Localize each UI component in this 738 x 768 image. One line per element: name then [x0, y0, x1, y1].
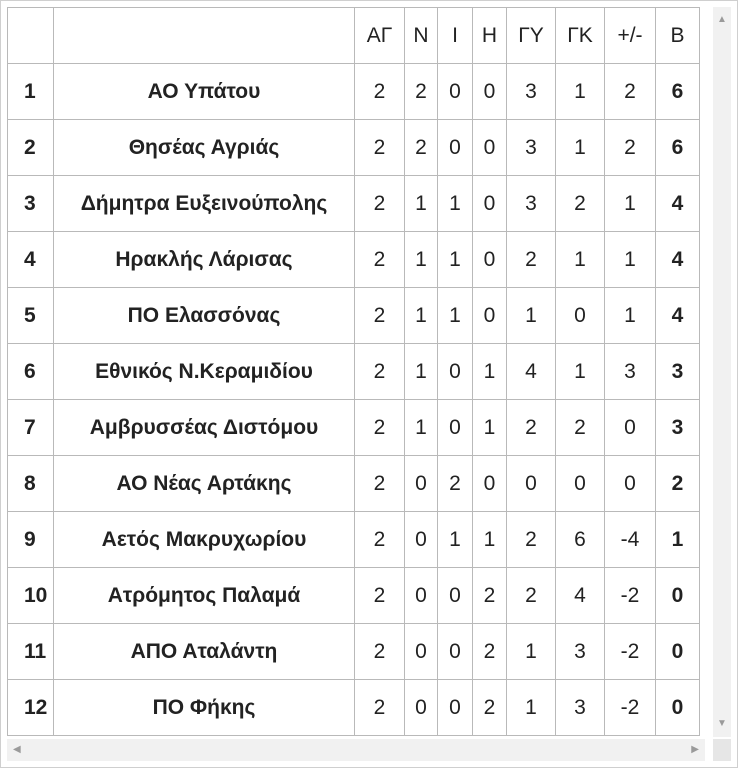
position-cell: 8	[8, 456, 54, 512]
losses-cell: 0	[473, 176, 507, 232]
goals-against-cell: 0	[556, 288, 605, 344]
position-cell: 12	[8, 680, 54, 736]
table-row	[8, 624, 700, 680]
table-row	[8, 344, 700, 400]
standings-table	[7, 7, 700, 736]
draws-cell: 1	[438, 512, 473, 568]
scroll-right-icon[interactable]: ▶	[691, 744, 699, 755]
losses-cell: 2	[473, 624, 507, 680]
table-row	[8, 232, 700, 288]
points-cell: 3	[656, 400, 700, 456]
games-cell: 2	[355, 344, 405, 400]
goals-for-cell: 3	[507, 176, 556, 232]
points-cell: 6	[656, 120, 700, 176]
goals-for-cell: 1	[507, 680, 556, 736]
team-cell: Δήμητρα Ευξεινούπολης	[54, 176, 355, 232]
draws-cell: 0	[438, 120, 473, 176]
goals-against-cell: 3	[556, 624, 605, 680]
goals-for-cell: 4	[507, 344, 556, 400]
table-row	[8, 120, 700, 176]
horizontal-scrollbar[interactable]	[7, 739, 705, 761]
losses-cell: 0	[473, 456, 507, 512]
goals-for-cell: 3	[507, 64, 556, 120]
wins-cell: 0	[405, 456, 438, 512]
losses-cell: 1	[473, 344, 507, 400]
team-cell: Αμβρυσσέας Διστόμου	[54, 400, 355, 456]
wins-cell: 1	[405, 400, 438, 456]
losses-cell: 0	[473, 64, 507, 120]
wins-cell: 0	[405, 512, 438, 568]
position-cell: 9	[8, 512, 54, 568]
goals-against-cell: 1	[556, 232, 605, 288]
position-cell: 7	[8, 400, 54, 456]
losses-cell: 1	[473, 512, 507, 568]
goals-against-cell: 1	[556, 64, 605, 120]
team-cell: Θησέας Αγριάς	[54, 120, 355, 176]
goals-against-cell: 1	[556, 120, 605, 176]
goals-against-cell: 2	[556, 176, 605, 232]
points-cell: 0	[656, 568, 700, 624]
team-cell: Εθνικός Ν.Κεραμιδίου	[54, 344, 355, 400]
header-goal-diff: +/-	[605, 8, 656, 64]
header-team	[54, 8, 355, 64]
points-cell: 1	[656, 512, 700, 568]
goals-for-cell: 0	[507, 456, 556, 512]
goals-for-cell: 2	[507, 568, 556, 624]
games-cell: 2	[355, 512, 405, 568]
goal-diff-cell: 3	[605, 344, 656, 400]
table-row	[8, 456, 700, 512]
wins-cell: 2	[405, 64, 438, 120]
wins-cell: 2	[405, 120, 438, 176]
position-cell: 11	[8, 624, 54, 680]
header-wins: Ν	[405, 8, 438, 64]
losses-cell: 1	[473, 400, 507, 456]
games-cell: 2	[355, 176, 405, 232]
points-cell: 4	[656, 176, 700, 232]
goals-for-cell: 1	[507, 624, 556, 680]
games-cell: 2	[355, 120, 405, 176]
team-cell: ΑΠΟ Αταλάντη	[54, 624, 355, 680]
team-cell: Αετός Μακρυχωρίου	[54, 512, 355, 568]
goal-diff-cell: -4	[605, 512, 656, 568]
goals-against-cell: 6	[556, 512, 605, 568]
team-cell: ΠΟ Ελασσόνας	[54, 288, 355, 344]
scroll-up-icon[interactable]: ▲	[717, 14, 727, 25]
wins-cell: 1	[405, 176, 438, 232]
position-cell: 3	[8, 176, 54, 232]
wins-cell: 0	[405, 568, 438, 624]
header-row	[8, 8, 700, 64]
games-cell: 2	[355, 568, 405, 624]
draws-cell: 0	[438, 680, 473, 736]
table-row	[8, 568, 700, 624]
games-cell: 2	[355, 64, 405, 120]
position-cell: 6	[8, 344, 54, 400]
goals-for-cell: 2	[507, 400, 556, 456]
draws-cell: 0	[438, 624, 473, 680]
team-cell: Ατρόμητος Παλαμά	[54, 568, 355, 624]
points-cell: 4	[656, 288, 700, 344]
draws-cell: 2	[438, 456, 473, 512]
team-cell: Ηρακλής Λάρισας	[54, 232, 355, 288]
team-cell: ΠΟ Φήκης	[54, 680, 355, 736]
team-cell: ΑΟ Νέας Αρτάκης	[54, 456, 355, 512]
table-row	[8, 176, 700, 232]
points-cell: 0	[656, 680, 700, 736]
table-row	[8, 64, 700, 120]
goal-diff-cell: 2	[605, 64, 656, 120]
goal-diff-cell: -2	[605, 568, 656, 624]
draws-cell: 1	[438, 176, 473, 232]
goal-diff-cell: 1	[605, 232, 656, 288]
goals-for-cell: 1	[507, 288, 556, 344]
position-cell: 4	[8, 232, 54, 288]
draws-cell: 1	[438, 232, 473, 288]
table-row	[8, 288, 700, 344]
goal-diff-cell: 2	[605, 120, 656, 176]
goals-for-cell: 3	[507, 120, 556, 176]
losses-cell: 0	[473, 288, 507, 344]
wins-cell: 0	[405, 624, 438, 680]
goals-against-cell: 1	[556, 344, 605, 400]
header-pos	[8, 8, 54, 64]
games-cell: 2	[355, 232, 405, 288]
header-games: ΑΓ	[355, 8, 405, 64]
losses-cell: 2	[473, 680, 507, 736]
losses-cell: 0	[473, 232, 507, 288]
draws-cell: 0	[438, 344, 473, 400]
goal-diff-cell: 1	[605, 288, 656, 344]
wins-cell: 1	[405, 344, 438, 400]
games-cell: 2	[355, 288, 405, 344]
points-cell: 6	[656, 64, 700, 120]
header-draws: Ι	[438, 8, 473, 64]
goals-for-cell: 2	[507, 512, 556, 568]
draws-cell: 0	[438, 400, 473, 456]
points-cell: 3	[656, 344, 700, 400]
games-cell: 2	[355, 400, 405, 456]
goal-diff-cell: 1	[605, 176, 656, 232]
scrollbar-corner	[713, 739, 731, 761]
goals-for-cell: 2	[507, 232, 556, 288]
header-goals-against: ΓΚ	[556, 8, 605, 64]
wins-cell: 0	[405, 680, 438, 736]
games-cell: 2	[355, 680, 405, 736]
position-cell: 10	[8, 568, 54, 624]
wins-cell: 1	[405, 288, 438, 344]
points-cell: 4	[656, 232, 700, 288]
table-row	[8, 512, 700, 568]
vertical-scrollbar[interactable]	[713, 7, 731, 737]
wins-cell: 1	[405, 232, 438, 288]
points-cell: 2	[656, 456, 700, 512]
goal-diff-cell: 0	[605, 456, 656, 512]
scroll-left-icon[interactable]: ◀	[13, 744, 21, 755]
losses-cell: 2	[473, 568, 507, 624]
goals-against-cell: 2	[556, 400, 605, 456]
table-viewport[interactable]	[7, 7, 705, 737]
table-row	[8, 680, 700, 736]
draws-cell: 1	[438, 288, 473, 344]
goal-diff-cell: -2	[605, 624, 656, 680]
draws-cell: 0	[438, 64, 473, 120]
games-cell: 2	[355, 624, 405, 680]
goals-against-cell: 3	[556, 680, 605, 736]
goal-diff-cell: -2	[605, 680, 656, 736]
games-cell: 2	[355, 456, 405, 512]
scroll-down-icon[interactable]: ▼	[717, 718, 727, 729]
table-row	[8, 400, 700, 456]
header-points: Β	[656, 8, 700, 64]
goals-against-cell: 4	[556, 568, 605, 624]
header-goals-for: ΓΥ	[507, 8, 556, 64]
team-cell: ΑΟ Υπάτου	[54, 64, 355, 120]
goal-diff-cell: 0	[605, 400, 656, 456]
position-cell: 1	[8, 64, 54, 120]
goals-against-cell: 0	[556, 456, 605, 512]
header-losses: Η	[473, 8, 507, 64]
losses-cell: 0	[473, 120, 507, 176]
draws-cell: 0	[438, 568, 473, 624]
points-cell: 0	[656, 624, 700, 680]
position-cell: 5	[8, 288, 54, 344]
position-cell: 2	[8, 120, 54, 176]
